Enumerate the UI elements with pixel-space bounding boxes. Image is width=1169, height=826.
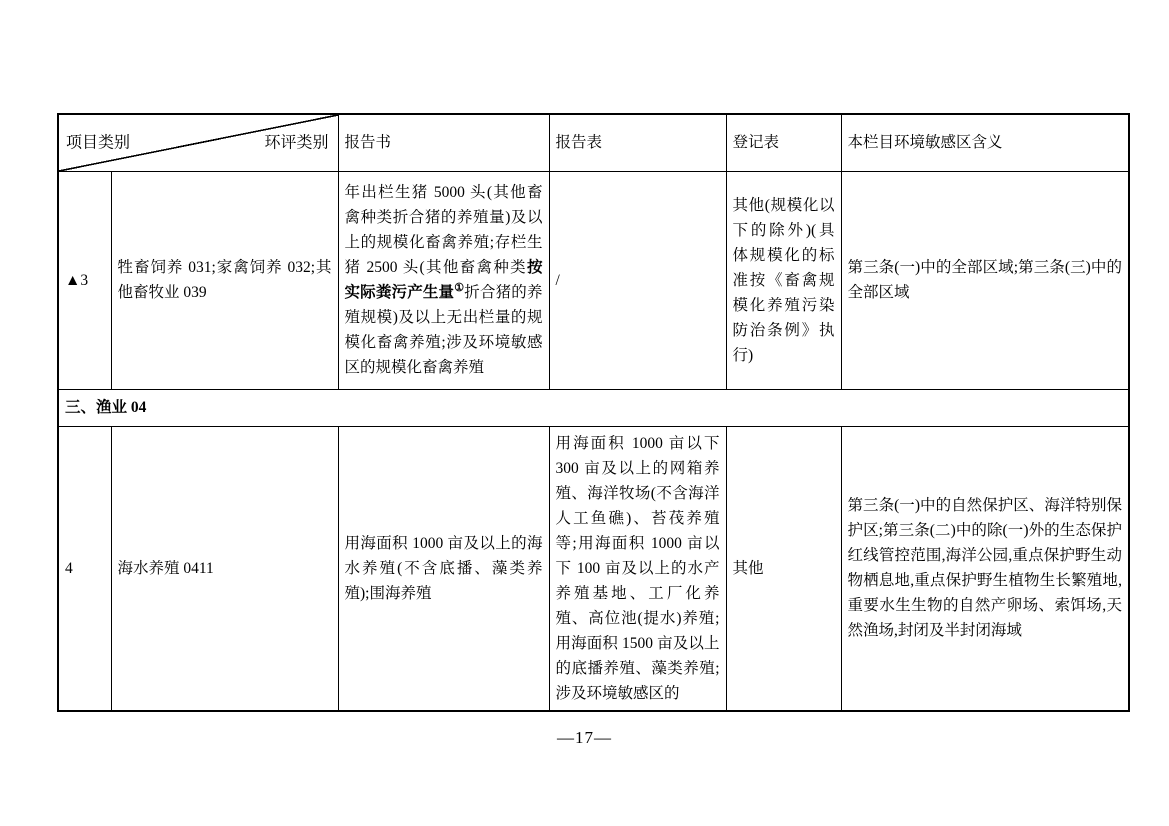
header-registration-form: 登记表 bbox=[726, 114, 841, 171]
report-form-cell: 用海面积 1000 亩以下 300 亩及以上的网箱养殖、海洋牧场(不含海洋人工鱼礁)、苔茷养殖等;用海面积 1000 亩以下 100 亩及以上的水产养殖基地、工厂化养殖、高位池(提水)养殖;用海面积 1500 亩及以上的底播养殖、藻类养殖;涉及环境敏感区的 bbox=[549, 426, 726, 711]
table-row bbox=[58, 171, 1129, 389]
section-header-row bbox=[58, 389, 1129, 426]
report-book-cell: 用海面积 1000 亩及以上的海水养殖(不含底播、藻类养殖);围海养殖 bbox=[338, 426, 549, 711]
row-id-cell: ▲3 bbox=[58, 171, 111, 389]
header-report-form: 报告表 bbox=[549, 114, 726, 171]
report-form-cell: / bbox=[549, 171, 726, 389]
category-cell: 海水养殖 0411 bbox=[111, 426, 338, 711]
page-number: —17— bbox=[557, 728, 612, 747]
report-book-text: 年出栏生猪 5000 头(其他畜禽种类折合猪的养殖量)及以上的规模化畜禽养殖;存栏生猪 2500 头(其他畜禽种类 bbox=[344, 184, 543, 276]
table-header-row bbox=[58, 114, 1129, 171]
report-book-bold-text: 按实际粪污产生量 bbox=[344, 259, 543, 301]
eia-category-table bbox=[57, 113, 1130, 712]
header-diagonal-cell bbox=[58, 114, 338, 171]
sensitive-area-meaning-cell: 第三条(一)中的自然保护区、海洋特别保护区;第三条(二)中的除(一)外的生态保护红线管控范围,海洋公园,重点保护野生动物栖息地,重点保护野生植物生长繁殖地,重要水生生物的自然产卵场、索饵场,天然渔场,封闭及半封闭海域 bbox=[841, 426, 1129, 711]
eia-category-label: 环评类别 bbox=[264, 134, 329, 152]
header-report-book: 报告书 bbox=[338, 114, 549, 171]
category-cell: 牲畜饲养 031;家禽饲养 032;其他畜牧业 039 bbox=[111, 171, 338, 389]
sensitive-area-meaning-cell: 第三条(一)中的全部区域;第三条(三)中的全部区域 bbox=[841, 171, 1129, 389]
section-header-cell: 三、渔业 04 bbox=[58, 389, 1129, 426]
project-category-label: 项目类别 bbox=[66, 134, 131, 152]
table-row bbox=[58, 426, 1129, 711]
registration-form-cell: 其他 bbox=[726, 426, 841, 711]
registration-form-cell: 其他(规模化以下的除外)(具体规模化的标准按《畜禽规模化养殖污染防治条例》执行) bbox=[726, 171, 841, 389]
row-id-cell: 4 bbox=[58, 426, 111, 711]
header-sensitive-area-meaning: 本栏目环境敏感区含义 bbox=[841, 114, 1129, 171]
report-book-text: 折合猪的养殖规模)及以上无出栏量的规模化畜禽养殖;涉及环境敏感区的规模化畜禽养殖 bbox=[344, 284, 543, 376]
footnote-superscript: ① bbox=[454, 281, 465, 294]
report-book-cell bbox=[338, 171, 549, 389]
